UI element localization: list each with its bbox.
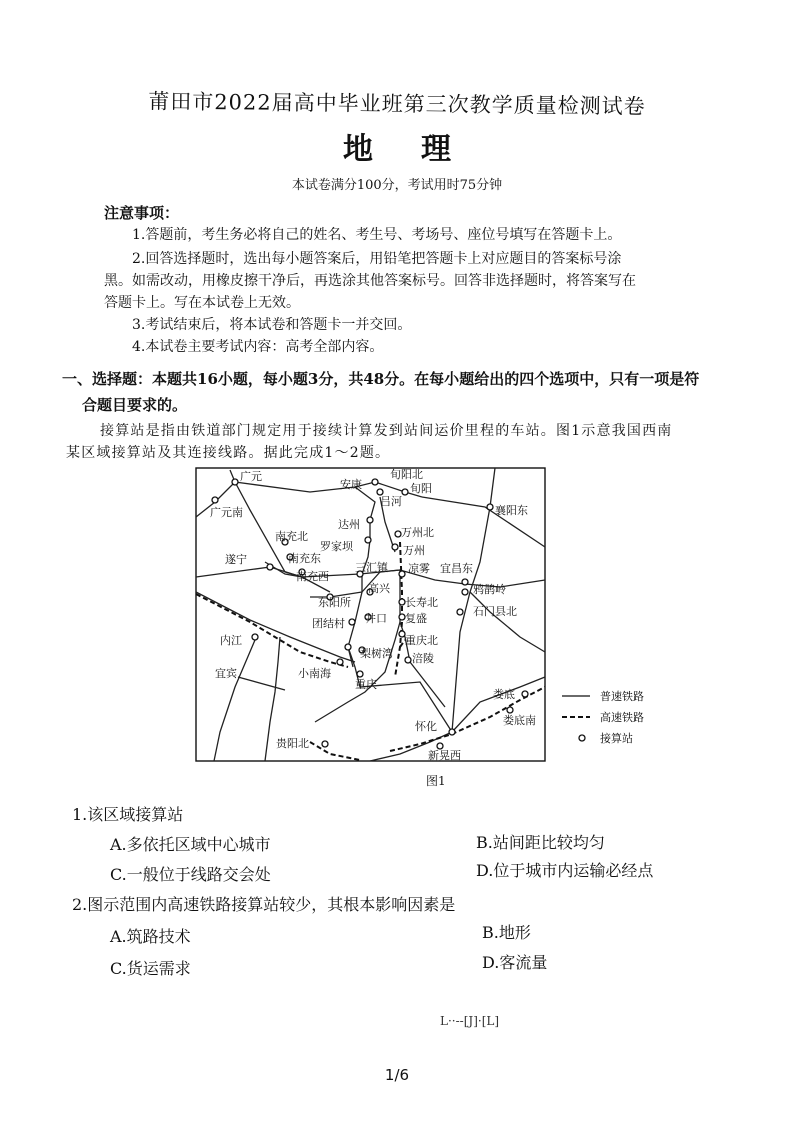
question-2-option-d: D.客流量 <box>482 953 548 972</box>
station-label: 鸦鹊岭 <box>473 583 506 596</box>
legend-station: 接算站 <box>600 732 633 745</box>
station-label: 罗家坝 <box>320 540 353 553</box>
station-label: 三汇镇 <box>355 561 388 574</box>
question-2-option-a: A.筑路技术 <box>110 927 191 946</box>
station-label: 石门县北 <box>473 605 517 618</box>
station-label: 吕河 <box>380 495 402 508</box>
station-label: 小南海 <box>298 667 331 680</box>
station-label: 新晃西 <box>428 749 461 762</box>
station-label: 梨树湾 <box>360 647 393 660</box>
exam-title: 莆田市2022届高中毕业班第三次教学质量检测试卷 <box>148 89 646 119</box>
station-label: 遂宁 <box>225 553 247 566</box>
note-item-2-line-3: 答题卡上。写在本试卷上无效。 <box>104 295 300 311</box>
station-label: 重庆 <box>355 678 377 691</box>
note-item-3: 3.考试结束后，将本试卷和答题卡一并交回。 <box>132 317 412 333</box>
question-1-option-d: D.位于城市内运输必经点 <box>476 861 654 880</box>
station-label: 复盛 <box>405 612 427 625</box>
railway-map <box>190 462 676 764</box>
question-1-option-a: A.多依托区域中心城市 <box>110 835 271 854</box>
intro-line-1: 接算站是指由铁道部门规定用于接续计算发到站间运价里程的车站。图1示意我国西南 <box>100 423 673 439</box>
station-label: 凉雾 <box>408 562 430 575</box>
station-label: 南充北 <box>275 530 308 543</box>
intro-line-2: 某区域接算站及其连接线路。据此完成1～2题。 <box>66 445 391 461</box>
section-heading: 一、选择题：本题共16小题，每小题3分，共48分。在每小题给出的四个选项中，只有一项是符 <box>62 370 700 388</box>
station-label: 南充西 <box>296 570 329 583</box>
station-label: 东阳所 <box>318 596 351 609</box>
question-2-stem: 2.图示范围内高速铁路接算站较少，其根本影响因素是 <box>72 895 456 914</box>
question-1-stem: 1.该区域接算站 <box>72 805 184 824</box>
station-label: 内江 <box>220 634 242 647</box>
station-label: 涪陵 <box>412 652 434 665</box>
station-label: 怀化 <box>415 720 437 733</box>
figure-caption: 图1 <box>426 774 446 788</box>
station-label: 长寿北 <box>405 596 438 609</box>
note-item-2-line-2: 黑。如需改动，用橡皮擦干净后，再选涂其他答案标号。回答非选择题时，将答案写在 <box>104 273 636 289</box>
scan-smudge: L··--[J]·[L] <box>440 1014 500 1028</box>
station-label: 贵阳北 <box>276 737 309 750</box>
map-legend <box>562 689 644 745</box>
station-label: 宜昌东 <box>440 562 473 575</box>
station-label: 万州 <box>403 544 425 557</box>
section-heading-cont: 合题目要求的。 <box>82 396 188 414</box>
station-label: 娄底南 <box>503 714 536 727</box>
question-1-option-b: B.站间距比较均匀 <box>476 833 605 852</box>
question-1-option-c: C.一般位于线路交会处 <box>110 865 271 884</box>
station-label: 南充东 <box>288 552 321 565</box>
station-label: 旬阳 <box>410 482 432 495</box>
station-label: 广元南 <box>210 506 243 519</box>
subject-title: 地理 <box>343 132 499 167</box>
station-label: 旬阳北 <box>390 468 423 481</box>
station-label: 达州 <box>338 518 360 531</box>
station-label: 娄底 <box>493 688 515 701</box>
station-label: 广元 <box>240 470 262 483</box>
note-item-1: 1.答题前，考生务必将自己的姓名、考生号、考场号、座位号填写在答题卡上。 <box>132 227 622 243</box>
notes-heading: 注意事项： <box>104 204 180 222</box>
station-label: 襄阳东 <box>495 504 528 517</box>
station-label: 团结村 <box>312 617 345 630</box>
question-2-option-b: B.地形 <box>482 923 531 942</box>
page-number: 1/6 <box>384 1066 410 1084</box>
station-label: 万州北 <box>401 526 434 539</box>
station-label: 安康 <box>340 478 362 491</box>
legend-normal-rail: 普速铁路 <box>600 690 644 703</box>
station-label: 宜宾 <box>215 667 237 680</box>
note-item-2-line-1: 2.回答选择题时，选出每小题答案后，用铅笔把答题卡上对应题目的答案标号涂 <box>132 251 622 267</box>
station-label: 重庆北 <box>405 634 438 647</box>
exam-info: 本试卷满分100分，考试用时75分钟 <box>291 178 503 193</box>
note-item-4: 4.本试卷主要考试内容：高考全部内容。 <box>132 339 384 355</box>
legend-high-speed-rail: 高速铁路 <box>600 711 644 724</box>
station-label: 高兴 <box>368 582 390 595</box>
question-2-option-c: C.货运需求 <box>110 959 191 978</box>
station-label: 井口 <box>365 612 387 625</box>
